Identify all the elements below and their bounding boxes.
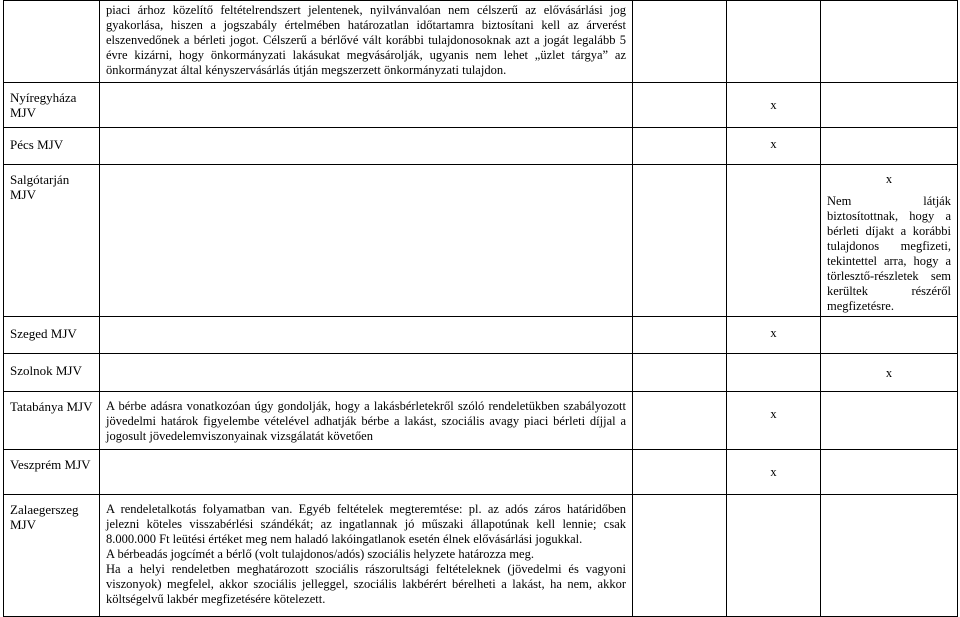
mark-cell [633, 495, 727, 617]
city-cell: Salgótarján MJV [4, 165, 100, 317]
table-row [4, 1, 958, 83]
x-mark: x [770, 407, 777, 421]
mark-cell [727, 354, 821, 392]
description-cell [100, 495, 633, 617]
city-cell: Nyíregyháza MJV [4, 83, 100, 128]
mark-cell [727, 317, 821, 354]
table-row [4, 354, 958, 392]
city-cell: Szeged MJV [4, 317, 100, 354]
note-cell [821, 83, 958, 128]
description-paragraph: A rendeletalkotás folyamatban van. Egyéb feltételek megteremtése: pl. az adós záros határidőben jelezni köteles visszabérlési szándékát; az ingatlannak jó műszaki állapotúnak kell lennie; csak 8.000.000 Ft leütési értéket meg nem haladó lakóingatlanok esetén élnek elővásárlási jogukkal. [106, 502, 626, 546]
note-cell [821, 165, 958, 317]
municipality-table [3, 0, 958, 617]
mark-cell [633, 450, 727, 495]
city-cell: Zalaegerszeg MJV [4, 495, 100, 617]
table-row [4, 495, 958, 617]
city-cell: Veszprém MJV [4, 450, 100, 495]
note-cell [821, 354, 958, 392]
note-cell [821, 450, 958, 495]
description-paragraph: Ha a helyi rendeletben meghatározott szociális rászorultsági feltételeknek (jövedelmi és vagyoni viszonyok) megfelel, akkor szociális jelleggel, szociális lakbérért bérelheti a lakást, ha nem, akkor költségelvű lakbér megfizetésére kötelezett. [106, 562, 626, 606]
x-mark: x [770, 465, 777, 479]
mark-cell [727, 165, 821, 317]
city-cell: Pécs MJV [4, 128, 100, 165]
x-mark: x [770, 137, 777, 151]
mark-cell [633, 165, 727, 317]
description-paragraph: A bérbeadás jogcímét a bérlő (volt tulajdonos/adós) szociális helyzete határozza meg. [106, 547, 534, 561]
mark-cell [727, 83, 821, 128]
note-cell [821, 495, 958, 617]
x-mark: x [885, 172, 893, 186]
description-cell [100, 354, 633, 392]
table-row [4, 317, 958, 354]
description-cell [100, 450, 633, 495]
description-cell [100, 83, 633, 128]
table-row [4, 128, 958, 165]
note-text: Nem látják biztosítottnak, hogy a bérleti díjakt a korábbi tulajdonos megfizeti, tekintettel arra, hogy a törlesztő-részletek sem kerültek részéről megfizetésre. [827, 194, 951, 313]
description-cell [100, 128, 633, 165]
table-row [4, 83, 958, 128]
mark-cell [633, 392, 727, 450]
mark-cell [727, 495, 821, 617]
mark-cell [633, 128, 727, 165]
note-cell [821, 392, 958, 450]
note-cell [821, 128, 958, 165]
mark-cell [727, 128, 821, 165]
city-cell: Szolnok MJV [4, 354, 100, 392]
note-cell [821, 1, 958, 83]
mark-cell [633, 317, 727, 354]
description-cell [100, 317, 633, 354]
x-mark: x [770, 98, 777, 112]
mark-cell [727, 450, 821, 495]
mark-cell [633, 83, 727, 128]
table-row [4, 392, 958, 450]
x-mark: x [770, 326, 777, 340]
mark-cell [633, 1, 727, 83]
mark-cell [727, 392, 821, 450]
city-cell [4, 1, 100, 83]
description-cell: A bérbe adásra vonatkozóan úgy gondolják, hogy a lakásbérletekről szóló rendeletükben szabályozott jövedelmi határok figyelembe vételével adhatják bérbe a lakást, szociális avagy piaci bérleti díjjal a jogosult jövedelemviszonyainak vizsgálatát követően [100, 392, 633, 450]
table-row [4, 165, 958, 317]
description-cell [100, 165, 633, 317]
x-mark: x [885, 366, 893, 380]
mark-cell [633, 354, 727, 392]
table-row [4, 450, 958, 495]
mark-cell [727, 1, 821, 83]
note-cell [821, 317, 958, 354]
city-cell: Tatabánya MJV [4, 392, 100, 450]
description-cell: piaci árhoz közelítő feltételrendszert jelentenek, nyilvánvalóan nem célszerű az elővásárlási jog gyakorlása, hiszen a jogszabály értelmében határozatlan időtartamra biztosítani kell az árverést elszenvedőnek a bérleti jogot. Célszerű a bérlővé vált korábbi tulajdonosoknak azt a jogát legalább 5 évre kizárni, hogy önkormányzati lakásukat megvásárolják, ugyanis nem lehet „üzlet tárgya” az önkormányzat által kényszervásárlás útján megszerzett önkormányzati tulajdon. [100, 1, 633, 83]
